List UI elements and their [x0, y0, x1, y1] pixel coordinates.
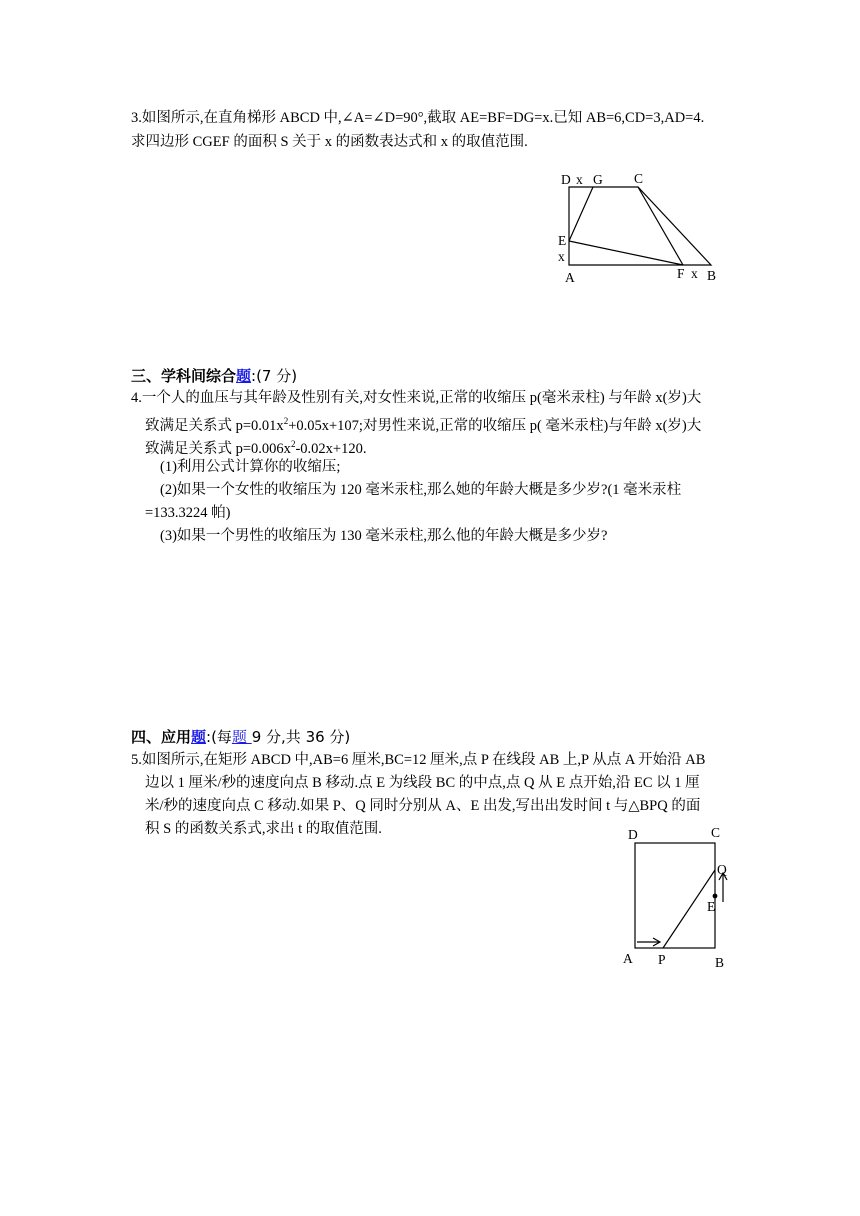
label-b: B — [707, 268, 717, 283]
label-d: D — [561, 172, 571, 187]
q4-sub-3: (3)如果一个男性的收缩压为 130 毫米汞柱,那么他的年龄大概是多少岁? — [160, 528, 608, 544]
q5-line-2: 边以 1 厘米/秒的速度向点 B 移动.点 E 为线段 BC 的中点,点 Q 从 E 点开始,沿 EC 以 1 厘 — [145, 775, 700, 791]
label-d: D — [628, 827, 638, 842]
point-e-dot — [713, 894, 718, 899]
q4-line-2-sup: 2 — [283, 416, 289, 426]
q4-sub-2a: (2)如果一个女性的收缩压为 120 毫米汞柱,那么她的年龄大概是多少岁?(1 毫米汞柱 — [160, 482, 682, 498]
q4-line-3-pre: 致满足关系式 p=0.006x — [145, 440, 291, 457]
q4-line-2-post: +0.05x+107;对男性来说,正常的收缩压 p( 毫米汞柱)与年龄 x(岁)大 — [288, 417, 702, 434]
section-4-mid: :(每 — [206, 728, 232, 746]
label-e: E — [558, 233, 567, 248]
q3-line-1: 3.如图所示,在直角梯形 ABCD 中,∠A=∠D=90°,截取 AE=BF=DG=x.已知 AB=6,CD=3,AD=4. — [131, 110, 705, 126]
label-x-left: x — [558, 249, 565, 264]
section-4-tail: 9 分,共 36 分) — [251, 728, 351, 746]
q4-line-2-pre: 致满足关系式 p=0.01x — [145, 417, 284, 434]
label-f: F — [677, 266, 685, 281]
section-4-link-1[interactable]: 题 — [191, 728, 207, 746]
section-3-score: :(7 分) — [251, 367, 298, 385]
label-p: P — [658, 952, 666, 967]
label-x-top: x — [576, 172, 583, 187]
q5-line-1: 5.如图所示,在矩形 ABCD 中,AB=6 厘米,BC=12 厘米,点 P 在线段 AB 上,P 从点 A 开始沿 AB — [131, 752, 706, 768]
section-4-title: 四、应用 — [131, 728, 192, 746]
q4-sub-1: (1)利用公式计算你的收缩压; — [160, 459, 341, 475]
label-b: B — [715, 955, 725, 970]
q4-line-1: 4.一个人的血压与其年龄及性别有关,对女性来说,正常的收缩压 p(毫米汞柱) 与年龄 x(岁)大 — [131, 390, 702, 406]
label-a: A — [623, 951, 633, 966]
label-g: G — [593, 172, 603, 187]
q4-line-3-post: -0.02x+120. — [295, 440, 367, 457]
label-x-bottom: x — [691, 266, 698, 281]
section-4-link-2[interactable]: 题 — [231, 728, 252, 746]
label-c: C — [634, 171, 644, 186]
q5-line-3: 米/秒的速度向点 C 移动.如果 P、Q 同时分别从 A、E 出发,写出出发时间 t 与△BPQ 的面 — [145, 798, 701, 814]
q5-line-4: 积 S 的函数关系式,求出 t 的取值范围. — [145, 821, 382, 837]
label-e: E — [707, 899, 716, 914]
q4-line-3-sup: 2 — [290, 439, 296, 449]
rectangle-abcd — [635, 843, 715, 948]
q4-sub-2b: =133.3224 帕) — [145, 505, 231, 521]
label-q: Q — [717, 862, 727, 877]
q3-line-2: 求四边形 CGEF 的面积 S 关于 x 的函数表达式和 x 的取值范围. — [131, 134, 528, 150]
label-c: C — [711, 825, 721, 840]
section-3-title: 三、学科间综合 — [131, 367, 237, 385]
label-a: A — [565, 270, 575, 285]
section-3-link[interactable]: 题 — [236, 367, 252, 385]
